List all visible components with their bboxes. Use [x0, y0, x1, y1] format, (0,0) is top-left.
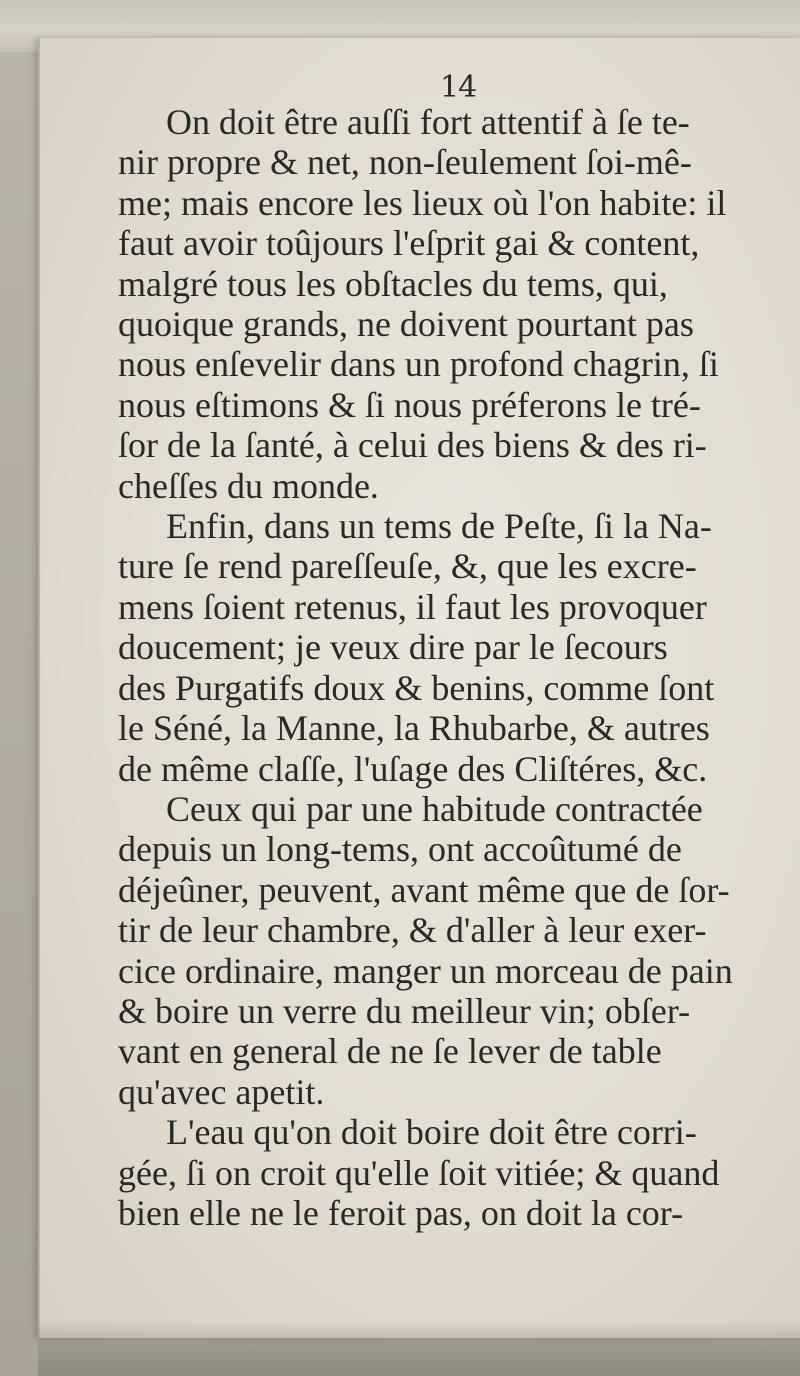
text-line: mens ſoient retenus, il faut les provoquer	[118, 586, 707, 627]
text-line: ture ſe rend pareſſeuſe, &, que les excre-	[118, 546, 697, 587]
text-line: ſor de la ſanté, à celui des biens & des ri-	[118, 425, 707, 466]
page-bottom-shadow	[38, 1320, 800, 1376]
text-line: tir de leur chambre, & d'aller à leur exer-	[118, 910, 707, 951]
text-line: nous eſtimons & ſi nous préferons le tré-	[118, 384, 701, 425]
text-line: bien elle ne le feroit pas, on doit la cor-	[118, 1192, 684, 1233]
text-line: quoique grands, ne doivent pourtant pas	[118, 304, 694, 345]
text-line: le Séné, la Manne, la Rhubarbe, & autres	[118, 708, 710, 749]
text-line: nir propre & net, non-ſeulement ſoi-mê-	[118, 142, 692, 183]
text-line: nous enſevelir dans un profond chagrin, ſi	[118, 344, 719, 385]
text-line: des Purgatifs doux & benins, comme ſont	[118, 667, 715, 708]
text-line: & boire un verre du meilleur vin; obſer-	[118, 990, 691, 1031]
text-line: me; mais encore les lieux où l'on habite: il	[118, 182, 727, 223]
page-number: 14	[440, 70, 477, 105]
text-line: L'eau qu'on doit boire doit être corri-	[166, 1112, 697, 1153]
text-line: Ceux qui par une habitude contractée	[166, 788, 703, 829]
text-line: depuis un long-tems, ont accoûtumé de	[118, 829, 682, 870]
text-line: gée, ſi on croit qu'elle ſoit vitiée; & quand	[118, 1152, 720, 1193]
text-line: malgré tous les obſtacles du tems, qui,	[118, 263, 668, 304]
text-line: déjeûner, peuvent, avant même que de ſor-	[118, 869, 730, 910]
text-line: vant en general de ne ſe lever de table	[118, 1031, 662, 1072]
text-line: cice ordinaire, manger un morceau de pain	[118, 950, 733, 991]
text-line: Enfin, dans un tems de Peſte, ſi la Na-	[166, 506, 712, 547]
text-line: de même claſſe, l'uſage des Cliſtéres, &c.	[118, 748, 708, 789]
text-line: doucement; je veux dire par le ſecours	[118, 627, 668, 668]
body-text	[118, 102, 788, 1233]
text-line: qu'avec apetit.	[118, 1071, 325, 1112]
text-line: On doit être auſſi fort attentif à ſe te-	[166, 102, 690, 142]
text-line: faut avoir toûjours l'eſprit gai & content,	[118, 223, 700, 264]
text-line: cheſſes du monde.	[118, 465, 379, 506]
